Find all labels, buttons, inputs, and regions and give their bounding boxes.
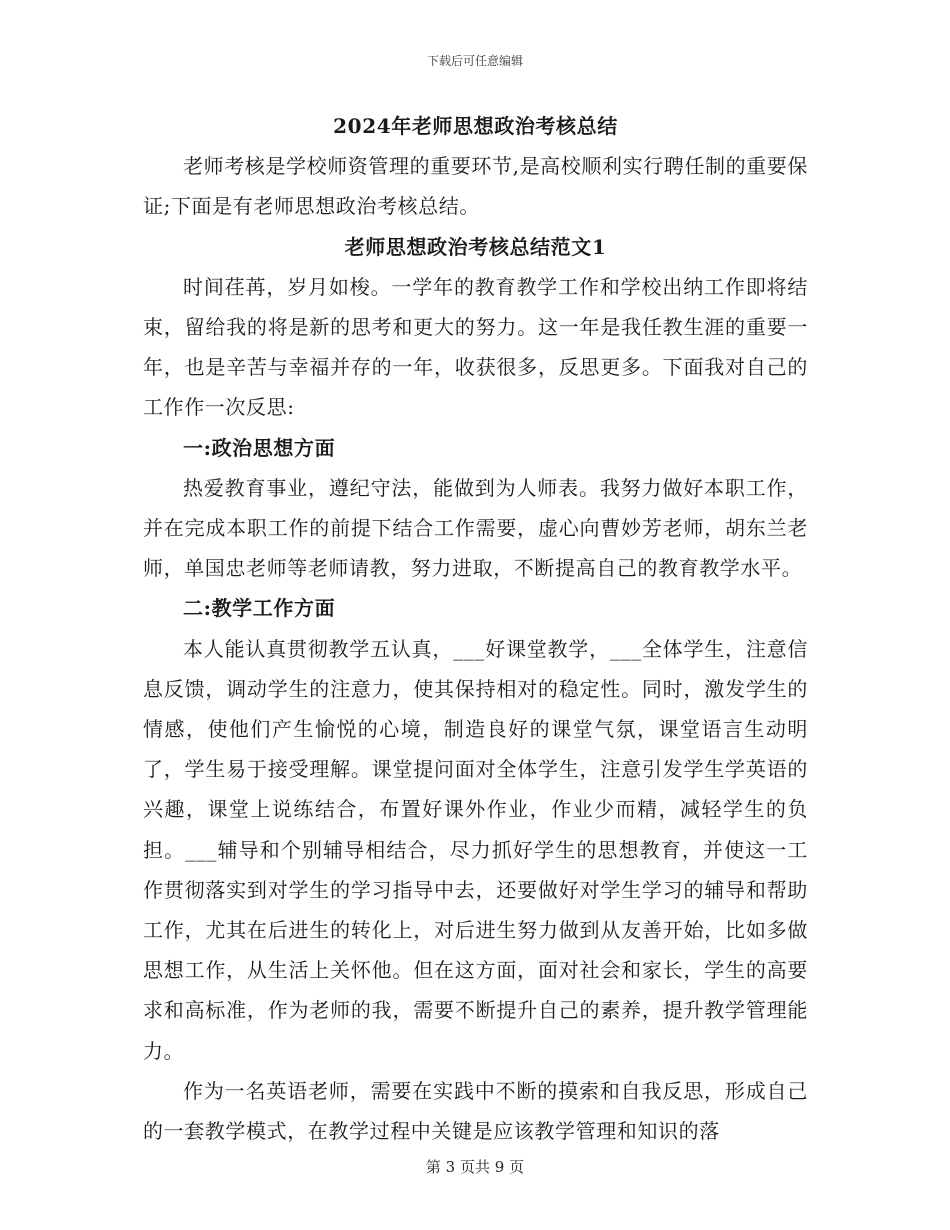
document-body <box>143 106 808 1151</box>
heading-teaching-work: 二:教学工作方面 <box>183 596 336 621</box>
paragraph-1: 时间荏苒，岁月如梭。一学年的教育教学工作和学校出纳工作即将结束，留给我的将是新的思考和更大的努力。这一年是我任教生涯的重要一年，也是辛苦与幸福并存的一年，收获很多，反思更多。下面我对自己的工作作一次反思: <box>143 274 808 420</box>
paragraph-3: 本人能认真贯彻教学五认真，___好课堂教学，___全体学生，注意信息反馈，调动学生的注意力，使其保持相对的稳定性。同时，激发学生的情感，使他们产生愉悦的心境，制造良好的课堂气氛，课堂语言生动明了，学生易于接受理解。课堂提问面对全体学生，注意引发学生学英语的兴趣，课堂上说练结合，布置好课外作业，作业少而精，减轻学生的负担。___辅导和个别辅导相结合，尽力抓好学生的思想教育，并使这一工作贯彻落实到对学生的学习指导中去，还要做好对学生学习的辅导和帮助工作，尤其在后进生的转化上，对后进生努力做到从友善开始，比如多做思想工作，从生活上关怀他。但在这方面，面对社会和家长，学生的高要求和高标准，作为老师的我，需要不断提升自己的素养，提升教学管理能力。 <box>143 636 808 1063</box>
paragraph-4: 作为一名英语老师，需要在实践中不断的摸索和自我反思，形成自己的一套教学模式，在教学过程中关键是应该教学管理和知识的落 <box>143 1078 808 1144</box>
page-header-note: 下载后可任意编辑 <box>426 54 523 68</box>
intro-paragraph: 老师考核是学校师资管理的重要环节,是高校顺利实行聘任制的重要保证;下面是有老师思想政治考核总结。 <box>143 154 808 219</box>
document-title: 2024年老师思想政治考核总结 <box>333 114 618 138</box>
paragraph-2: 热爱教育事业，遵纪守法，能做到为人师表。我努力做好本职工作，并在完成本职工作的前提下结合工作需要，虚心向曹妙芳老师，胡东兰老师，单国忠老师等老师请教，努力进取，不断提高自己的教育教学水平。 <box>143 475 808 581</box>
page-number: 第 3 页共 9 页 <box>425 1158 525 1176</box>
heading-political-thought: 一:政治思想方面 <box>183 435 336 460</box>
section-subtitle: 老师思想政治考核总结范文1 <box>344 234 607 259</box>
